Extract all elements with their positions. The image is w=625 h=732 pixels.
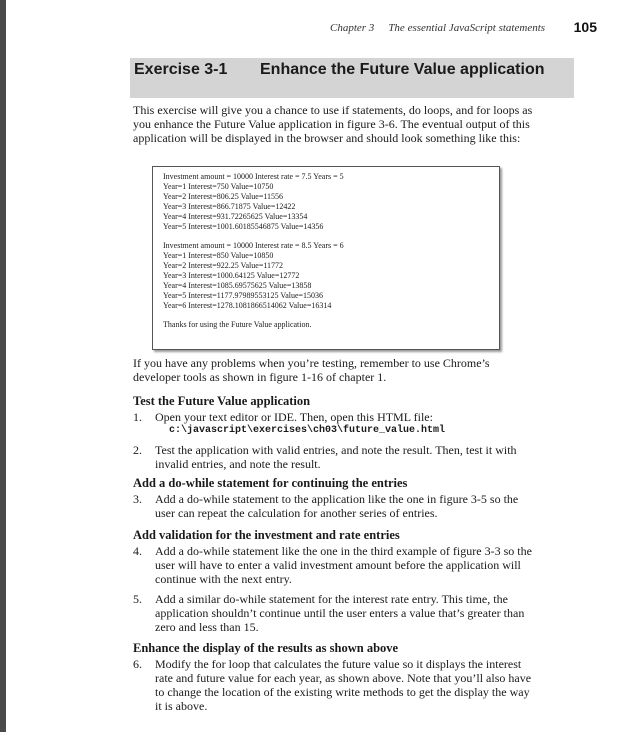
output-line: Investment amount = 10000 Interest rate = 8.5 Years = 6 [163,241,344,250]
page-number: 105 [573,19,597,35]
output-line: Year=5 Interest=1001.60185546875 Value=14356 [163,222,324,231]
chapter-label: Chapter 3 [330,22,375,34]
step-number: 4. [133,544,142,558]
browser-output-box [152,166,500,350]
output-line: Year=1 Interest=850 Value=10850 [163,251,274,260]
section-heading-display: Enhance the display of the results as shown above [133,641,399,655]
output-line: Year=5 Interest=1177.97989553125 Value=15036 [163,291,324,300]
file-path: c:\javascript\exercises\ch03\future_value.html [169,425,446,436]
output-line: Investment amount = 10000 Interest rate = 7.5 Years = 5 [163,172,344,181]
output-line: Year=1 Interest=750 Value=10750 [163,182,274,191]
section-heading-dowhile: Add a do-while statement for continuing the entries [133,476,408,490]
intro-paragraph: This exercise will give you a chance to use if statements, do loops, and for loops as you enhance the Future Value application in figure 3-6. The eventual output of this application will be displayed in the browser and should look something like this: [133,103,533,145]
page-spine [0,0,6,732]
output-line: Year=4 Interest=1085.69575625 Value=13858 [163,281,312,290]
step-5 [133,592,538,634]
step-text: Open your text editor or IDE. Then, open this HTML file: [155,410,433,424]
step-1 [133,410,538,424]
step-text: Modify the for loop that calculates the future value so it displays the interest rate and future value for each year, as shown above. Note that you’ll also have to change the location of the existing write methods to get the display the way it is above. [155,657,532,713]
step-number: 5. [133,592,142,606]
output-content [163,172,344,330]
step-6 [133,657,538,713]
step-text: Add a similar do-while statement for the interest rate entry. This time, the application shouldn’t continue until the user enters a value that’s greater than zero and less than 15. [155,592,525,634]
output-line: Year=6 Interest=1278.1081866514062 Value=16314 [163,301,332,310]
section-heading-validation: Add validation for the investment and rate entries [133,528,400,542]
output-line: Year=3 Interest=866.71875 Value=12422 [163,202,296,211]
exercise-label: Exercise 3-1 [134,61,228,78]
step-text: Test the application with valid entries, and note the result. Then, test it with invalid entries, and note the result. [155,443,517,471]
output-line: Year=2 Interest=922.25 Value=11772 [163,261,284,270]
step-number: 2. [133,443,142,457]
output-line: Year=3 Interest=1000.64125 Value=12772 [163,271,300,280]
step-4 [133,544,538,586]
step-text: Add a do-while statement to the application like the one in figure 3-5 so the user can repeat the calculation for another series of entries. [155,492,519,520]
chapter-title: The essential JavaScript statements [388,22,546,34]
step-3 [133,492,538,520]
exercise-header [130,58,574,98]
step-2 [133,443,538,471]
exercise-title: Enhance the Future Value application [260,61,545,78]
step-text: Add a do-while statement like the one in the third example of figure 3-3 so the user will have to enter a valid investment amount before the application will continue with the next entry. [155,544,532,586]
step-number: 3. [133,492,142,506]
step-number: 1. [133,410,142,424]
problems-note: If you have any problems when you’re testing, remember to use Chrome’s developer tools as shown in figure 1-16 of chapter 1. [133,356,490,384]
output-thanks: Thanks for using the Future Value application. [163,320,312,329]
output-line: Year=4 Interest=931.72265625 Value=13354 [163,212,308,221]
section-heading-test: Test the Future Value application [133,394,311,408]
step-number: 6. [133,657,142,671]
output-line: Year=2 Interest=806.25 Value=11556 [163,192,284,201]
running-head [330,22,545,34]
